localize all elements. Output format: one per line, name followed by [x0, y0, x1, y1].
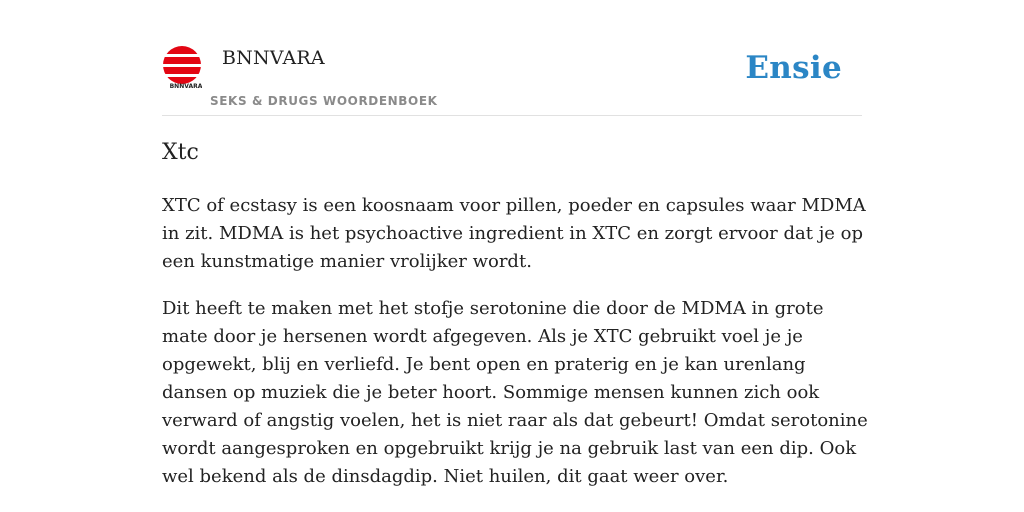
definition-card: [162, 0, 868, 487]
bnnvara-logo[interactable]: [162, 46, 202, 90]
dictionary-subtitle[interactable]: SEKS & DRUGS WOORDENBOEK: [210, 94, 438, 108]
entry-body: [162, 192, 868, 510]
ensie-logo[interactable]: Ensie: [745, 50, 842, 86]
svg-text:BNNVARA: BNNVARA: [169, 83, 202, 90]
brand-name[interactable]: BNNVARA: [222, 47, 325, 69]
paragraph: XTC of ecstasy is een koosnaam voor pillen, poeder en capsules waar MDMA in zit. MDMA is het psychoactive ingredient in XTC en zorgt ervoor dat je op een kunstmatige manier vrolijker wordt.: [162, 195, 866, 272]
paragraph: Dit heeft te maken met het stofje serotonine die door de MDMA in grote mate door je hersenen wordt afgegeven. Als je XTC gebruikt voel je je opgewekt, blij en verliefd. Je bent open en praterig en je kan urenlang dansen op muziek die je beter hoort. Sommige mensen kunnen zich ook verward of angstig voelen, het is niet raar als dat gebeurt! Omdat serotonine wordt aangesproken en opgebruikt krijg je na gebruik last van een dip. Ook wel bekend als de dinsdagdip. Niet huilen, dit gaat weer over.: [162, 298, 868, 487]
card-header: [162, 0, 862, 116]
entry-title: Xtc: [162, 140, 199, 165]
